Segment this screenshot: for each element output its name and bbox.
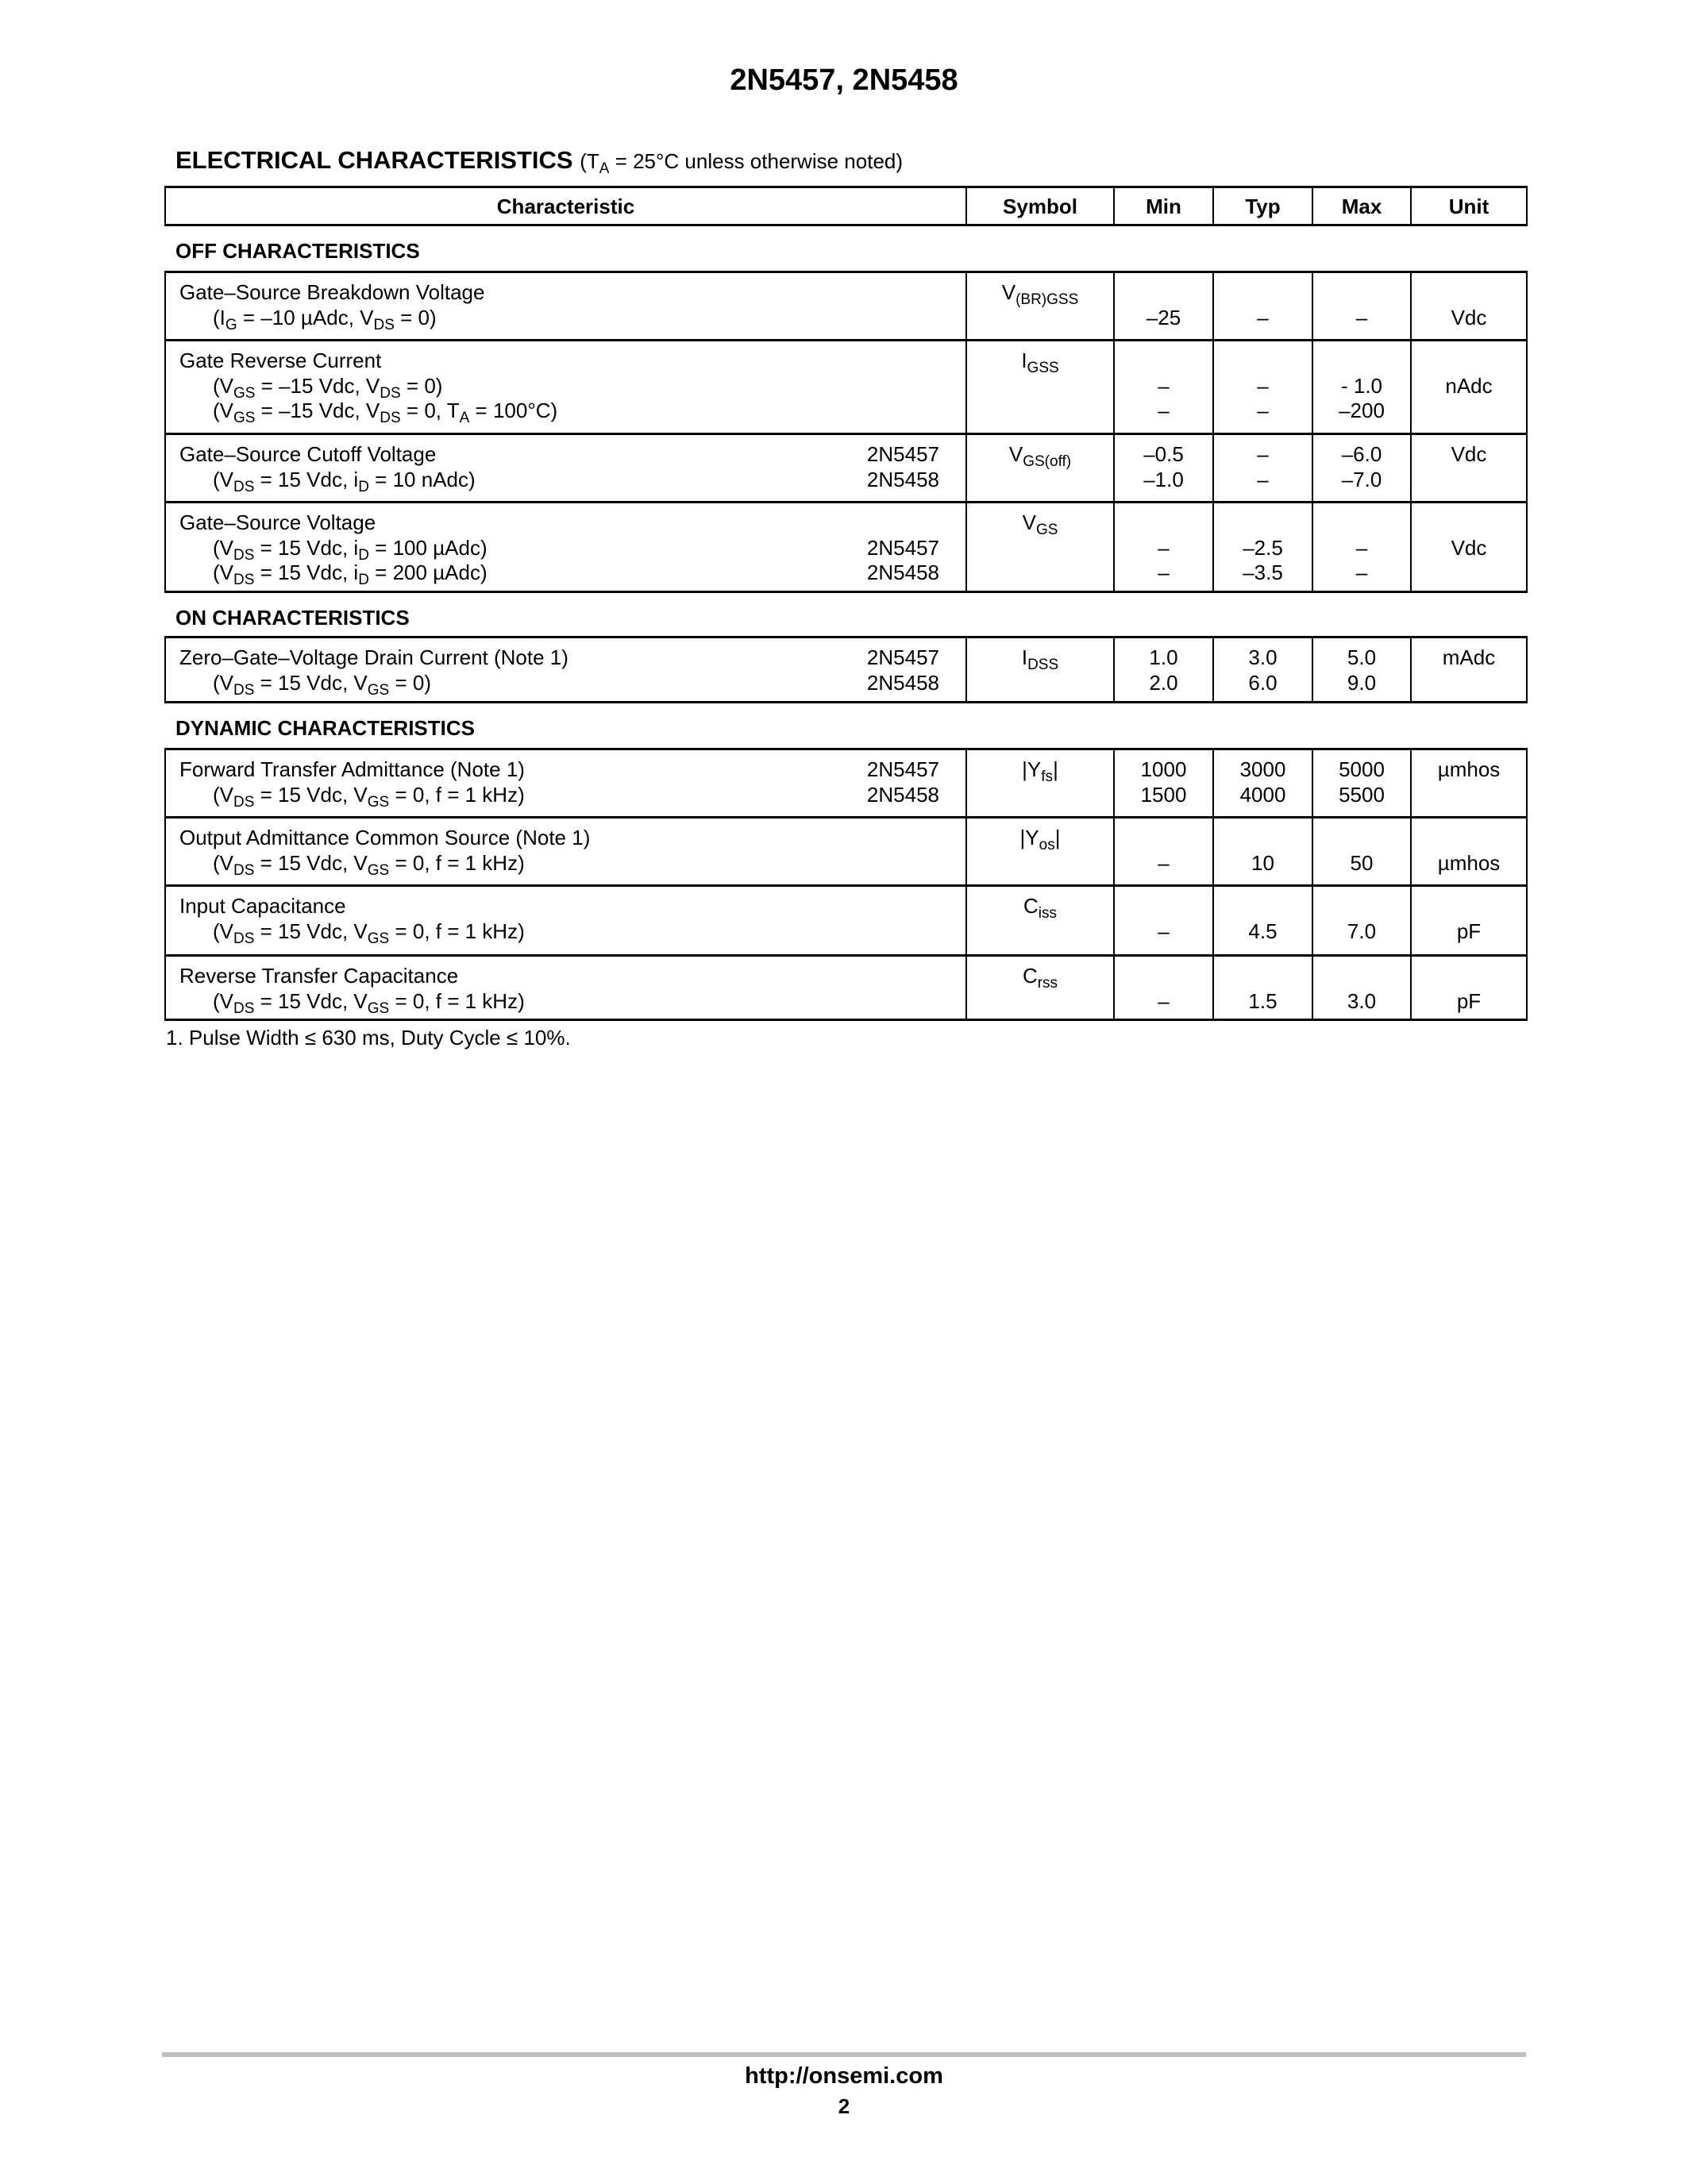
characteristic-line: Input Capacitance (179, 894, 346, 918)
symbol-cell (965, 887, 1113, 954)
unit-value (1412, 560, 1526, 586)
unit-value: Vdc (1451, 442, 1487, 466)
symbol-line (967, 783, 1113, 808)
characteristic-cell (164, 887, 965, 954)
max-cell (1312, 435, 1410, 501)
unit-value: mAdc (1442, 645, 1496, 669)
min-value: – (1158, 373, 1170, 398)
max-value (1313, 826, 1410, 851)
unit-cell (1410, 341, 1528, 433)
document-title: 2N5457, 2N5458 (730, 64, 958, 97)
table-row (164, 748, 1528, 816)
min-value: – (1158, 560, 1170, 585)
max-value (1313, 280, 1410, 306)
table-header-row (164, 186, 1528, 226)
typ-value: 6.0 (1248, 670, 1278, 695)
max-value (1313, 964, 1410, 989)
characteristic-line: Zero–Gate–Voltage Drain Current (Note 1) 2N5457 (179, 645, 939, 669)
typ-cell (1212, 273, 1312, 339)
page-number: 2 (838, 2094, 850, 2118)
characteristic-cell (164, 819, 965, 884)
section-label: ON CHARACTERISTICS (175, 606, 410, 630)
device-label: 2N5457 (866, 442, 939, 466)
characteristic-line: ($V_{DS} = 15$ Vdc, $i_D = 100$ µAdc) 2N5457 (213, 535, 939, 564)
unit-value (1412, 964, 1526, 989)
section-heading (175, 146, 903, 175)
max-cell (1312, 887, 1410, 954)
characteristic-line: ($V_{DS} = 15$ Vdc, $V_{GS} = 0$, f = 1 kHz) (213, 988, 525, 1017)
unit-value: pF (1456, 919, 1482, 943)
typ-cell (1212, 435, 1312, 501)
characteristic-line: Forward Transfer Admittance (Note 1) 2N5457 (179, 757, 939, 781)
symbol-cell (965, 819, 1113, 884)
symbol-cell (965, 957, 1113, 1019)
symbol-line (967, 306, 1113, 331)
min-value: 1.0 (1149, 645, 1178, 669)
characteristic-line: ($V_{DS} = 15$ Vdc, $V_{GS} = 0$) 2N5458 (213, 670, 939, 699)
unit-value (1412, 399, 1526, 424)
electrical-characteristics-table (164, 186, 1528, 1021)
device-label: 2N5458 (866, 670, 939, 695)
table-row (164, 636, 1528, 703)
characteristic-line: ($V_{DS} = 15$ Vdc, $V_{GS} = 0$, f = 1 kHz) 2N5458 (213, 782, 939, 811)
characteristic-line: Gate–Source Voltage (179, 510, 376, 534)
characteristic-line: Gate Reverse Current (179, 349, 382, 372)
unit-cell (1410, 957, 1528, 1019)
symbol-cell (965, 750, 1113, 816)
characteristic-cell (164, 957, 965, 1019)
max-cell (1312, 750, 1410, 816)
characteristic-line: Reverse Transfer Capacitance (179, 964, 459, 988)
min-cell (1113, 638, 1212, 701)
symbol-line (967, 374, 1113, 399)
device-label: 2N5458 (866, 560, 939, 585)
min-value: 1000 (1140, 757, 1187, 781)
max-value: 7.0 (1347, 919, 1377, 943)
typ-value (1214, 510, 1312, 536)
footer-url[interactable]: http://onsemi.com (745, 2063, 943, 2089)
min-value: – (1158, 399, 1170, 423)
unit-value (1412, 349, 1526, 374)
max-cell (1312, 638, 1410, 701)
symbol-cell (965, 503, 1113, 591)
symbol-line (967, 851, 1113, 876)
typ-cell (1212, 638, 1312, 701)
device-label: 2N5457 (866, 535, 939, 560)
symbol-cell (965, 273, 1113, 339)
typ-cell (1212, 750, 1312, 816)
max-value: 5.0 (1347, 645, 1377, 669)
max-cell (1312, 341, 1410, 433)
unit-value: µmhos (1437, 850, 1501, 875)
col-header-characteristic: Characteristic (164, 188, 965, 224)
characteristic-cell (164, 638, 965, 701)
table-row (164, 433, 1528, 501)
unit-value (1412, 510, 1526, 536)
characteristic-cell (164, 273, 965, 339)
symbol-line: $I_{DSS}$ (1021, 645, 1059, 673)
typ-value (1214, 349, 1312, 374)
min-value (1115, 349, 1212, 374)
max-value: –200 (1339, 399, 1385, 423)
min-value: 1500 (1140, 782, 1187, 807)
unit-cell (1410, 887, 1528, 954)
max-value: 5000 (1339, 757, 1385, 781)
symbol-line: $|Y_{fs}|$ (1022, 757, 1058, 785)
typ-cell (1212, 503, 1312, 591)
typ-value: – (1257, 305, 1269, 329)
typ-value: 4000 (1239, 782, 1286, 807)
characteristic-line: Output Admittance Common Source (Note 1) (179, 826, 591, 849)
unit-cell (1410, 435, 1528, 501)
symbol-cell (965, 341, 1113, 433)
min-cell (1113, 957, 1212, 1019)
characteristic-line: ($I_G = -10$ µAdc, $V_{DS} = 0$) (213, 305, 437, 333)
typ-value: – (1257, 442, 1269, 466)
typ-cell (1212, 957, 1312, 1019)
unit-cell (1410, 273, 1528, 339)
unit-value: nAdc (1445, 373, 1493, 398)
section-label: DYNAMIC CHARACTERISTICS (175, 716, 475, 740)
max-cell (1312, 957, 1410, 1019)
footnote: 1. Pulse Width ≤ 630 ms, Duty Cycle ≤ 10%. (166, 1026, 571, 1050)
typ-value: – (1257, 399, 1269, 423)
min-value: – (1158, 850, 1170, 875)
typ-value (1214, 894, 1312, 919)
min-cell (1113, 503, 1212, 591)
unit-cell (1410, 750, 1528, 816)
device-label: 2N5457 (866, 645, 939, 669)
max-value: - 1.0 (1340, 373, 1383, 398)
table-row (164, 271, 1528, 339)
typ-cell (1212, 887, 1312, 954)
typ-value: 4.5 (1248, 919, 1278, 943)
characteristic-cell (164, 341, 965, 433)
min-value: – (1158, 988, 1170, 1013)
table-row (164, 816, 1528, 884)
col-header-typ: Typ (1212, 188, 1312, 224)
min-cell (1113, 750, 1212, 816)
typ-value (1214, 964, 1312, 989)
max-value: – (1355, 560, 1368, 585)
characteristic-line: ($V_{GS} = -15$ Vdc, $V_{DS} = 0$, $T_A = 100^\circ C$) (213, 399, 558, 427)
col-header-min: Min (1113, 188, 1212, 224)
symbol-line (967, 560, 1113, 586)
min-value (1115, 964, 1212, 989)
unit-value: µmhos (1437, 757, 1501, 781)
col-header-symbol: Symbol (965, 188, 1113, 224)
characteristic-line: Gate–Source Breakdown Voltage (179, 280, 485, 304)
unit-value (1412, 894, 1526, 919)
unit-value (1412, 826, 1526, 851)
max-value (1313, 349, 1410, 374)
table-row (164, 884, 1528, 954)
heading-condition: ($T_A = 25^\circ C$ unless otherwise noted) (580, 149, 904, 177)
max-cell (1312, 819, 1410, 884)
symbol-line: $C_{rss}$ (1022, 964, 1058, 992)
max-cell (1312, 273, 1410, 339)
typ-value: –3.5 (1243, 560, 1283, 585)
unit-cell (1410, 819, 1528, 884)
typ-value: 3.0 (1248, 645, 1278, 669)
unit-value (1412, 671, 1526, 696)
symbol-line: $V_{GS(off)}$ (1008, 442, 1072, 470)
min-value (1115, 280, 1212, 306)
characteristic-line: Gate–Source Cutoff Voltage 2N5457 (179, 442, 939, 466)
max-value: 9.0 (1347, 670, 1377, 695)
typ-value: 10 (1251, 850, 1274, 875)
characteristic-line: ($V_{DS} = 15$ Vdc, $i_D = 10$ nAdc) 2N5458 (213, 467, 939, 495)
min-value: – (1158, 919, 1170, 943)
symbol-line: $|Y_{os}|$ (1019, 826, 1061, 853)
symbol-line: $C_{iss}$ (1023, 894, 1057, 922)
min-value: 2.0 (1149, 670, 1178, 695)
device-label: 2N5458 (866, 467, 939, 491)
max-value: 3.0 (1347, 988, 1377, 1013)
typ-value: 1.5 (1248, 988, 1278, 1013)
characteristic-line: ($V_{DS} = 15$ Vdc, $V_{GS} = 0$, f = 1 kHz) (213, 850, 525, 879)
table-row (164, 954, 1528, 1021)
symbol-line (967, 399, 1113, 424)
device-label: 2N5457 (866, 757, 939, 781)
max-value: – (1355, 305, 1368, 329)
device-label: 2N5458 (866, 782, 939, 807)
unit-cell (1410, 638, 1528, 701)
typ-cell (1212, 819, 1312, 884)
section-label: OFF CHARACTERISTICS (175, 239, 420, 263)
typ-value: – (1257, 467, 1269, 491)
unit-value: Vdc (1451, 535, 1487, 560)
min-value (1115, 826, 1212, 851)
symbol-line (967, 468, 1113, 493)
max-value: –6.0 (1341, 442, 1382, 466)
typ-value (1214, 826, 1312, 851)
characteristic-cell (164, 503, 965, 591)
max-value: –7.0 (1341, 467, 1382, 491)
unit-value (1412, 280, 1526, 306)
unit-value (1412, 468, 1526, 493)
unit-value: Vdc (1451, 305, 1487, 329)
min-value: –25 (1146, 305, 1181, 329)
typ-cell (1212, 341, 1312, 433)
symbol-cell (965, 638, 1113, 701)
characteristic-line: ($V_{DS} = 15$ Vdc, $V_{GS} = 0$, f = 1 kHz) (213, 919, 525, 947)
min-cell (1113, 435, 1212, 501)
table-row (164, 339, 1528, 433)
max-value (1313, 894, 1410, 919)
unit-value (1412, 783, 1526, 808)
min-value (1115, 894, 1212, 919)
symbol-line: $V_{GS}$ (1022, 510, 1058, 538)
unit-value: pF (1456, 988, 1482, 1013)
max-value: 5500 (1339, 782, 1385, 807)
symbol-line (967, 989, 1113, 1015)
min-cell (1113, 819, 1212, 884)
unit-cell (1410, 503, 1528, 591)
symbol-line: $I_{GSS}$ (1021, 349, 1059, 376)
symbol-line: $V_{(BR)GSS}$ (1001, 280, 1079, 308)
max-value (1313, 510, 1410, 536)
symbol-cell (965, 435, 1113, 501)
max-value: – (1355, 535, 1368, 560)
min-value: –0.5 (1143, 442, 1184, 466)
typ-value (1214, 280, 1312, 306)
symbol-line (967, 671, 1113, 696)
footer-divider (162, 2052, 1526, 2057)
typ-value: –2.5 (1243, 535, 1283, 560)
characteristic-cell (164, 435, 965, 501)
characteristic-line: ($V_{DS} = 15$ Vdc, $i_D = 200$ µAdc) 2N5458 (213, 560, 939, 589)
characteristic-cell (164, 750, 965, 816)
min-value (1115, 510, 1212, 536)
min-value: – (1158, 535, 1170, 560)
max-value: 50 (1350, 850, 1374, 875)
min-value: –1.0 (1143, 467, 1184, 491)
heading-main: ELECTRICAL CHARACTERISTICS (175, 146, 573, 174)
max-cell (1312, 503, 1410, 591)
typ-value: 3000 (1239, 757, 1286, 781)
min-cell (1113, 341, 1212, 433)
symbol-line (967, 536, 1113, 561)
min-cell (1113, 887, 1212, 954)
col-header-unit: Unit (1410, 188, 1528, 224)
characteristic-line: ($V_{GS} = -15$ Vdc, $V_{DS} = 0$) (213, 373, 443, 402)
col-header-max: Max (1312, 188, 1410, 224)
symbol-line (967, 919, 1113, 945)
typ-value: – (1257, 373, 1269, 398)
table-row (164, 501, 1528, 593)
min-cell (1113, 273, 1212, 339)
